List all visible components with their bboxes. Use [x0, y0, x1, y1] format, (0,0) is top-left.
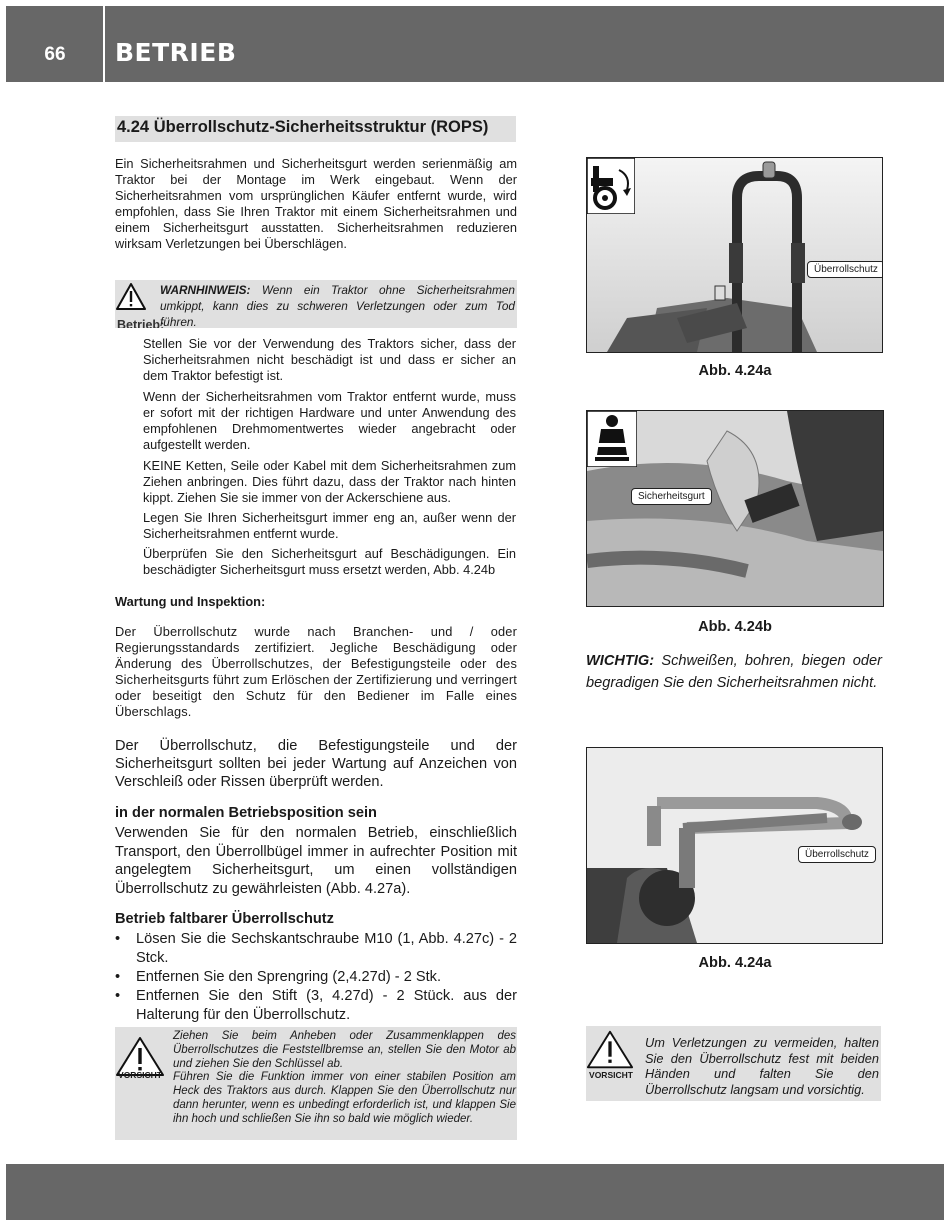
list-item: Stellen Sie vor der Verwendung des Traktors sicher, dass der Sicherheitsrahmen nicht beschädigt ist und dass er sicher an dem Traktor befestigt ist. — [143, 336, 516, 383]
caution-text: Um Verletzungen zu vermeiden, halten Sie den Überrollschutz fest mit beiden Händen und falten Sie den Überrollschutz langsam und vorsichtig. — [645, 1035, 879, 1097]
maintenance-paragraph-2: Der Überrollschutz, die Befestigungsteile und der Sicherheitsgurt sollten bei jeder Wartung auf Anzeichen von Verschleiß oder Rissen überprüft werden. — [115, 738, 517, 790]
figure-callout: Sicherheitsgurt — [631, 488, 712, 505]
warning-triangle-icon — [586, 1030, 634, 1070]
warning-text — [160, 282, 515, 330]
normal-operation-heading: in der normalen Betriebsposition sein — [115, 805, 377, 821]
list-item: Legen Sie Ihren Sicherheitsgurt immer eng an, außer wenn der Sicherheitsrahmen entfernt wurde. — [143, 510, 516, 541]
figure-caption: Abb. 4.24a — [698, 363, 772, 379]
caution-text — [173, 1030, 516, 1127]
list-item — [115, 987, 517, 1025]
header-divider — [103, 6, 105, 82]
seatbelt-icon — [587, 411, 637, 467]
clipped-heading: Betrieb: — [117, 318, 165, 328]
figure-caption: Abb. 4.24b — [698, 619, 772, 635]
list-item-text: Entfernen Sie den Sprengring (2,4.27d) - 2 Stk. — [136, 969, 442, 985]
caution-text-2: Führen Sie die Funktion immer von einer stabilen Position am Heck des Traktors aus durch. Klappen Sie den Überrollschutz nur dann herunter, wenn es unbedingt erforderlich ist, und klappen Sie ihn hoch und schließen Sie ihn so bald wie möglich wieder. — [173, 1071, 516, 1125]
list-item: Wenn der Sicherheitsrahmen vom Traktor entfernt wurde, muss er sofort mit der richtigen Hardware und unter Anwendung des empfohlenen Drehmomentwertes wieder angebracht oder aufgestellt werden. — [143, 389, 516, 452]
foldable-heading: Betrieb faltbarer Überrollschutz — [115, 911, 334, 927]
important-label: WICHTIG: — [586, 653, 655, 669]
list-item-text: Entfernen Sie den Stift (3, 4.27d) - 2 Stück. aus der Halterung für den Überrollschutz. — [136, 988, 517, 1023]
bullet-dot: • — [115, 931, 121, 947]
intro-paragraph: Ein Sicherheitsrahmen und Sicherheitsgurt werden serienmäßig am Traktor bei der Montage im Werk eingebaut. Wenn der Sicherheitsrahmen vom ursprünglichen Käufer entfernt wurde, wird empfohlen, dass Sie Ihren Traktor mit einem Sicherheitsrahmen und einem Sicherheitsgurt ausstatten. Sicherheitsrahmen reduzieren wirksam Verletzungen bei Überschlägen. — [115, 156, 517, 251]
maintenance-paragraph: Der Überrollschutz wurde nach Branchen- und / oder Regierungsstandards zertifiziert. Jegliche Beschädigung oder Änderung des Überrollschutzes, der Befestigungsteile oder des Sicherheitsgurts führt zum Erlöschen der Zertifizierung und verringert oder beseitigt den Schutz für den Bediener im Falle eines Überschlags. — [115, 624, 517, 719]
list-item — [115, 968, 517, 987]
page-number: 66 — [44, 44, 66, 65]
figure-callout: Überrollschutz — [798, 846, 876, 863]
section-title: BETRIEB — [115, 38, 237, 67]
caution-label: VORSICHT — [589, 1070, 633, 1080]
bullet-dot: • — [115, 969, 121, 985]
list-item: Überprüfen Sie den Sicherheitsgurt auf Beschädigungen. Ein beschädigter Sicherheitsgurt muss ersetzt werden, Abb. 4.24b — [143, 546, 516, 577]
figure-callout: Überrollschutz — [807, 261, 883, 278]
figure-seatbelt — [586, 410, 884, 607]
caution-label: VORSICHT — [118, 1070, 162, 1080]
figure-rops-folded — [586, 747, 883, 944]
warning-triangle-icon — [115, 282, 147, 312]
important-text: Schweißen, bohren, biegen oder begradigen Sie den Sicherheitsrahmen nicht. — [586, 653, 882, 691]
list-item-text: Lösen Sie die Sechskantschraube M10 (1, Abb. 4.27c) - 2 Stck. — [136, 931, 517, 966]
important-note — [586, 650, 882, 694]
page-footer — [6, 1164, 944, 1220]
warning-body: Wenn ein Traktor ohne Sicherheitsrahmen umkippt, kann dies zu schweren Verletzungen oder zum Tod führen. — [160, 283, 515, 329]
figure-rops-upright — [586, 157, 883, 353]
normal-operation-paragraph: Verwenden Sie für den normalen Betrieb, einschließlich Transport, den Überrollbügel immer in aufrechter Position mit angelegtem Sicherheitsgurt, um einen vollständigen Überrollschutz zu gewährleisten (Abb. 4.27a). — [115, 825, 517, 897]
list-item: KEINE Ketten, Seile oder Kabel mit dem Sicherheitsrahmen zum Ziehen anbringen. Dies führt dazu, dass der Traktor nach hinten kippt. Ziehen Sie sie immer von der Ackerschiene aus. — [143, 458, 516, 505]
warning-label: WARNHINWEIS: — [160, 283, 251, 297]
figure-caption: Abb. 4.24a — [698, 955, 772, 971]
maintenance-heading: Wartung und Inspektion: — [115, 594, 266, 609]
tractor-rollover-icon — [587, 158, 635, 214]
bullet-dot: • — [115, 988, 121, 1004]
caution-text-1: Ziehen Sie beim Anheben oder Zusammenklappen des Überrollschutzes die Feststellbremse an, stellen Sie den Motor ab und ziehen Sie den Schlüssel ab. — [173, 1030, 516, 1070]
page-heading: 4.24 Überrollschutz-Sicherheitsstruktur (ROPS) — [117, 118, 489, 136]
list-item — [115, 930, 517, 968]
